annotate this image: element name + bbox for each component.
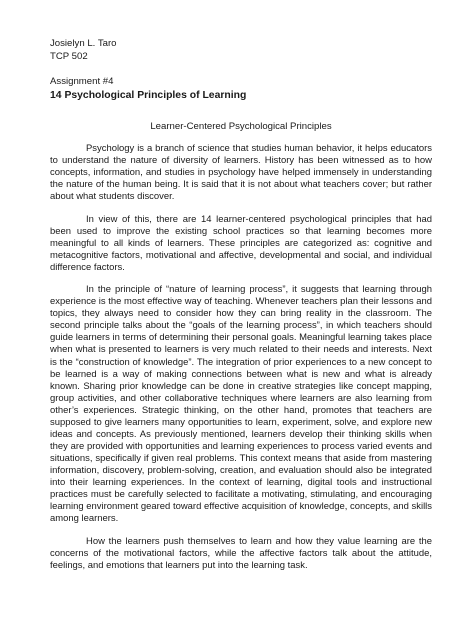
paragraph-motivation: How the learners push themselves to learn and how they value learning are the concerns of the motivational factors, while the affective factors talk about the attitude, feelings, and emotions that learners put into the learning task. bbox=[50, 535, 432, 571]
paragraph-intro: Psychology is a branch of science that studies human behavior, it helps educators to understand the nature of diversity of learners. History has been witnessed as to how concepts, information, and studies in psychology have helped immensely in understanding the nature of the human being. It is said that it is not about what teachers cover; but rather about what students discover. bbox=[50, 142, 432, 202]
author-name: Josielyn L. Taro bbox=[50, 38, 117, 49]
document-title: 14 Psychological Principles of Learning bbox=[50, 89, 247, 101]
assignment-label: Assignment #4 bbox=[50, 76, 114, 88]
paragraph-categories: In view of this, there are 14 learner-centered psychological principles that had been used to improve the existing school practices so that learning becomes more meaningful to all kinds of learners. These principles are categorized as: cognitive and metacognitive factors, motivational and affective, developmental and social, and individual difference factors. bbox=[50, 213, 432, 273]
section-heading: Learner-Centered Psychological Principles bbox=[150, 120, 332, 132]
course-code: TCP 502 bbox=[50, 50, 88, 62]
paragraph-principles: In the principle of “nature of learning process”, it suggests that learning through experience is the most effective way of teaching. Whenever teachers plan their lessons and topics, they always need to consider how they can bring reality in the classroom. The second principle talks about the “goals of the learning process”, in which teachers should guide learners in terms of determining their personal goals. Meaningful learning takes place when what is presented to learners is very much related to their needs and interests. Next is the “construction of knowledge”. The integration of prior experiences to a new concept to be learned is a way of making connections between what is new and what is already known. Sharing prior knowledge can be done in creative strategies like concept mapping, group activities, and other collaborative techniques where learners are also learning from other’s experiences. Strategic thinking, on the other hand, promotes that teachers are supposed to give learners many opportunities to learn, experiment, solve, and explore new ideas and concepts. As previously mentioned, learners develop their thinking skills when they are provided with opportunities and learning experiences to process varied events and situations, specifically if given real problems. This context means that aside from mastering information, discovery, problem-solving, creation, and evaluation should also be integrated into their learning experiences. In the context of learning, digital tools and instructional practices must be carefully selected to facilitate a motivating, stimulating, and encouraging learning environment geared toward effective acquisition of knowledge, concepts, and skills among learners. bbox=[50, 284, 432, 525]
spacer bbox=[50, 63, 432, 76]
